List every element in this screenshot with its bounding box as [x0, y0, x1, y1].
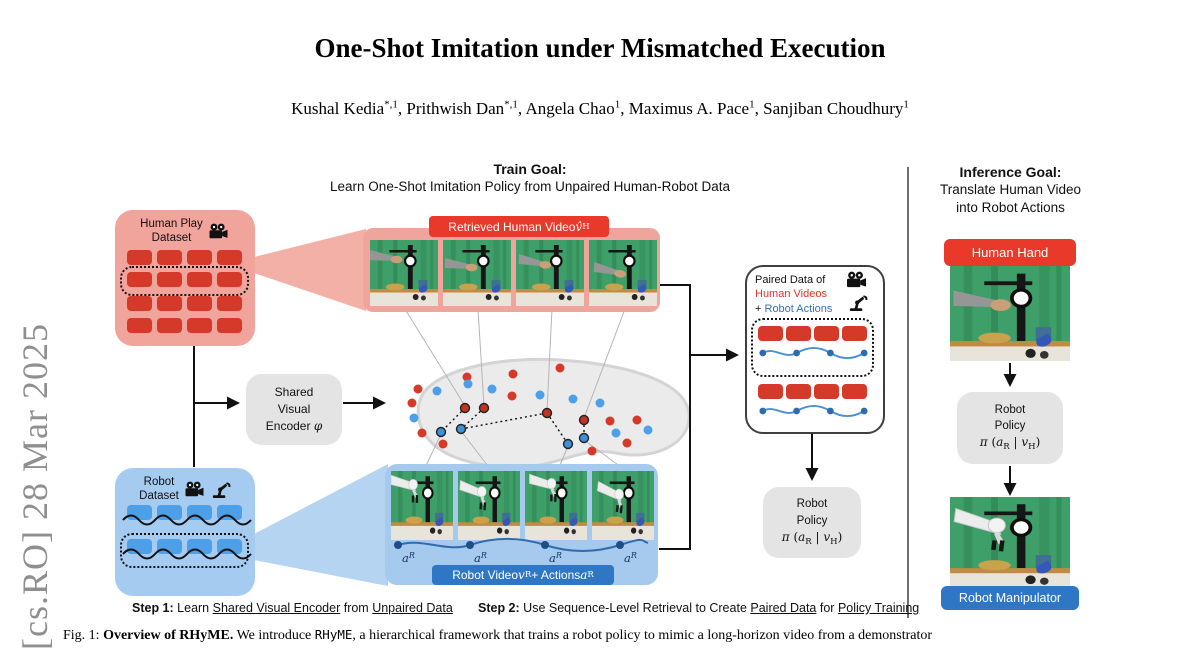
paired-human-tiles [758, 384, 867, 399]
human-tile-row [127, 296, 242, 311]
robot-video-frame [525, 471, 587, 540]
train-goal-heading: Train Goal: [493, 161, 567, 177]
robot-policy-box-train: Robot Policy π ($a_R$ | $v_H$) [763, 487, 861, 558]
human-play-dataset-header [115, 210, 255, 246]
robot-video-frame [458, 471, 520, 540]
human-video-frame [443, 240, 511, 306]
inference-human-image [950, 266, 1070, 361]
inference-goal-line1: Translate Human Video [939, 182, 1082, 198]
robot-video-label: Robot Video v R + Actions a R [432, 565, 614, 585]
video-camera-icon [845, 271, 868, 290]
action-trajectory [390, 536, 654, 554]
inference-goal-line2: into Robot Actions [956, 199, 1065, 215]
robot-selection-outline [120, 533, 249, 568]
human-hand-label: Human Hand [944, 239, 1076, 266]
train-goal [290, 160, 770, 196]
action-label: $a^R$ [474, 551, 487, 565]
video-camera-icon [183, 481, 206, 499]
paired-action-trajectory [757, 344, 869, 362]
robot-video-frame [391, 471, 453, 540]
robot-arm-icon [847, 293, 868, 312]
robot-policy-box-inference: Robot Policy π ($a_R$ | $v_H$) [957, 392, 1063, 464]
robot-dataset-header [115, 468, 255, 504]
action-label: $a^R$ [624, 551, 637, 565]
paper-title: One-Shot Imitation under Mismatched Execution [314, 33, 886, 63]
author: Angela Chao$^1$, [525, 98, 629, 118]
author: Maximus A. Pace$^1$, [628, 98, 764, 118]
robot-dataset-title: Robot Dataset [139, 476, 179, 502]
action-label: $a^R$ [549, 551, 562, 565]
step2-text: Step 2: Use Sequence-Level Retrieval to Create Paired Data for Policy Training [478, 601, 920, 615]
author: Prithwish Dan$^{*,1}$, [406, 98, 526, 118]
robot-dataset-box [115, 468, 255, 596]
video-camera-icon [207, 223, 230, 241]
policy-formula: π ($a_R$ | $v_H$) [781, 529, 843, 547]
figure-caption: Fig. 1: Overview of RHyME. We introduce RHyME, a hierarchical framework that trains a robot policy to mimic a long-horizon video from a demonstrator [63, 627, 933, 643]
robot-manipulator-label: Robot Manipulator [941, 586, 1079, 610]
human-video-frame [516, 240, 584, 306]
robot-video-frame [592, 471, 654, 540]
shared-encoder-box: Shared Visual Encoder φ [246, 374, 342, 445]
paired-human-tiles [758, 326, 867, 341]
train-goal-subheading: Learn One-Shot Imitation Policy from Unpaired Human-Robot Data [330, 179, 730, 195]
paired-action-trajectory [757, 402, 869, 420]
retrieved-video-label: Retrieved Human Video v̂ H [429, 216, 609, 237]
robot-trajectory-squiggle [121, 512, 253, 528]
step1-text: Step 1: Learn Shared Visual Encoder from Unpaired Data [132, 601, 453, 615]
human-tile-row [127, 318, 242, 333]
human-video-frame [370, 240, 438, 306]
robot-arm-icon [210, 480, 231, 499]
author: Sanjiban Choudhury$^1$ [763, 98, 909, 118]
paired-data-title: Paired Data of Human Videos + Robot Actions [755, 274, 833, 315]
human-selection-outline [120, 266, 249, 296]
inference-robot-image [950, 497, 1070, 587]
policy-formula: π ($a_R$ | $v_H$) [979, 435, 1041, 453]
authors-line [0, 98, 1200, 119]
human-video-frame [589, 240, 657, 306]
action-label: $a^R$ [402, 551, 415, 565]
inference-goal-heading: Inference Goal: [959, 164, 1062, 180]
arxiv-watermark: [cs.RO] 28 Mar 2025 [15, 323, 55, 650]
inference-goal [928, 163, 1093, 216]
author: Kushal Kedia$^{*,1}$, [291, 98, 407, 118]
human-tile-row [127, 250, 242, 265]
human-play-dataset-title: Human Play Dataset [140, 218, 203, 244]
